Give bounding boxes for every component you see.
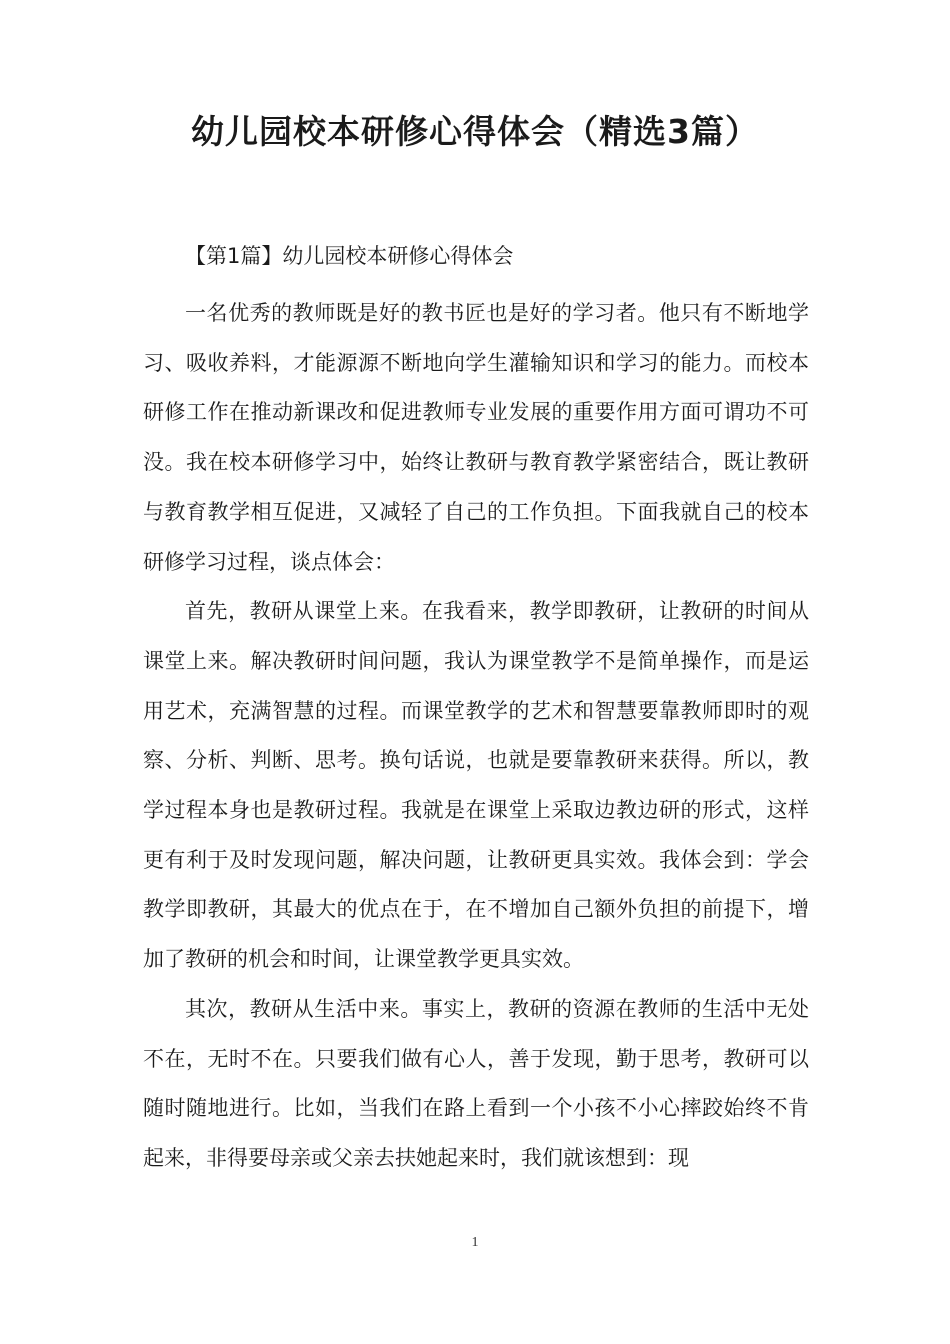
- paragraph-2: 首先，教研从课堂上来。在我看来，教学即教研，让教研的时间从课堂上来。解决教研时间问题，我认为课堂教学不是简单操作，而是运用艺术，充满智慧的过程。而课堂教学的艺术和智慧要靠教师即时的观察、分析、判断、思考。换句话说，也就是要靠教研来获得。所以，教学过程本身也是教研过程。我就是在课堂上采取边教边研的形式，这样更有利于及时发现问题，解决问题，让教研更具实效。我体会到：学会教学即教研，其最大的优点在于，在不增加自己额外负担的前提下，增加了教研的机会和时间，让课堂教学更具实效。: [143, 599, 809, 972]
- page-number: 1: [471, 1235, 479, 1250]
- document-title: 幼儿园校本研修心得体会（精选3篇）: [191, 112, 759, 151]
- body-text: [143, 289, 809, 1184]
- paragraph-1: 一名优秀的教师既是好的教书匠也是好的学习者。他只有不断地学习、吸收养料，才能源源不断地向学生灌输知识和学习的能力。而校本研修工作在推动新课改和促进教师专业发展的重要作用方面可谓功不可没。我在校本研修学习中，始终让教研与教育教学紧密结合，既让教研与教育教学相互促进，又减轻了自己的工作负担。下面我就自己的校本研修学习过程，谈点体会：: [143, 301, 809, 574]
- section-heading: 【第1篇】幼儿园校本研修心得体会: [185, 244, 514, 268]
- paragraph-3: 其次，教研从生活中来。事实上，教研的资源在教师的生活中无处不在，无时不在。只要我们做有心人，善于发现，勤于思考，教研可以随时随地进行。比如，当我们在路上看到一个小孩不小心摔跤始终不肯起来，非得要母亲或父亲去扶她起来时，我们就该想到：现: [143, 996, 809, 1170]
